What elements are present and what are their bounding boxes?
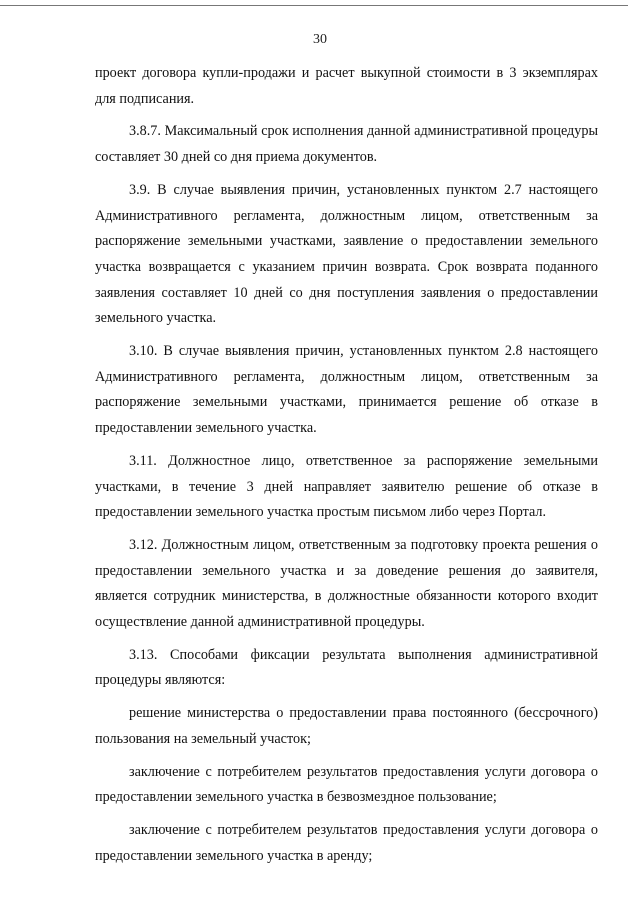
paragraph-3-10: 3.10. В случае выявления причин, установленных пунктом 2.8 настоящего Административного регламента, должностным лицом, ответственным за распоряжение земельными участками, принимается решение об отказе в предоставлении земельного участка.: [95, 343, 598, 437]
document-body: [95, 61, 598, 876]
paragraph-3-9: 3.9. В случае выявления причин, установленных пунктом 2.7 настоящего Административного регламента, должностным лицом, ответственным за распоряжение земельными участками, заявление о предоставлении земельного участка возвращается с указанием причин возврата. Срок возврата поданного заявления составляет 10 дней со дня поступления заявления о предоставлении земельного участка.: [95, 181, 598, 327]
paragraph-continuation: проект договора купли-продажи и расчет выкупной стоимости в 3 экземплярах для подписания.: [95, 65, 598, 107]
list-item-lease-contract: заключение с потребителем результатов предоставления услуги договора о предоставлении земельного участка в аренду;: [95, 821, 598, 864]
paragraph-3-12: 3.12. Должностным лицом, ответственным за подготовку проекта решения о предоставлении земельного участка и за доведение решения до заявителя, является сотрудник министерства, в должностные обязанности которого входит осуществление данной административной процедуры.: [95, 536, 598, 631]
paragraph-3-8-7: 3.8.7. Максимальный срок исполнения данной административной процедуры составляет 30 дней со дня приема документов.: [95, 123, 598, 166]
paragraph-3-11: 3.11. Должностное лицо, ответственное за распоряжение земельными участками, в течение 3 дней направляет заявителю решение об отказе в предоставлении земельного участка простым письмом либо через Портал.: [95, 452, 598, 521]
list-item-free-use-contract: заключение с потребителем результатов предоставления услуги договора о предоставлении земельного участка в безвозмездное пользование;: [95, 763, 598, 806]
paragraph-3-13: 3.13. Способами фиксации результата выполнения административной процедуры являются:: [95, 646, 598, 689]
page-number: 30: [313, 32, 327, 47]
top-border-line: [0, 5, 628, 6]
list-item-decision: решение министерства о предоставлении права постоянного (бессрочного) пользования на земельный участок;: [95, 705, 598, 747]
